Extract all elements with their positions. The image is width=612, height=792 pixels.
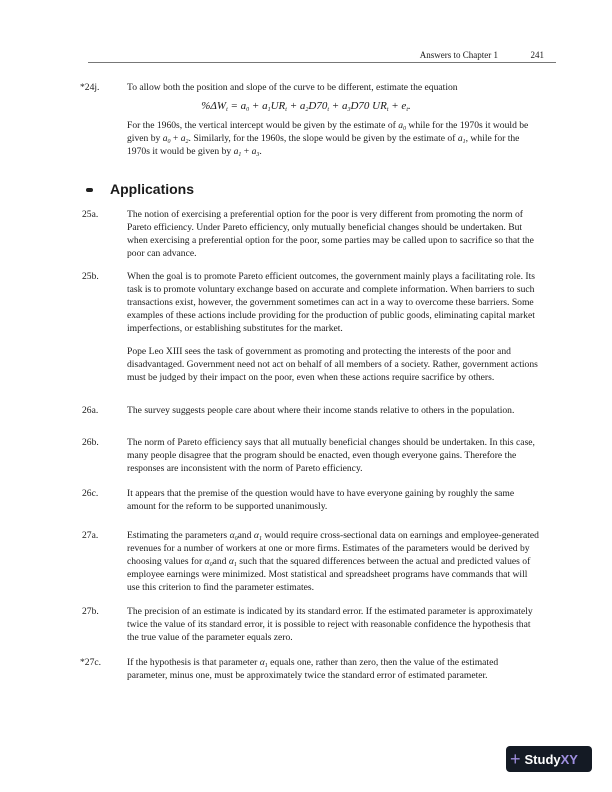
math-symbol: $\alpha_1$ (259, 657, 268, 669)
math-symbol: $D70_t$ (308, 100, 330, 113)
answer-label: *24j. (80, 82, 100, 93)
text-run: such that the squared differences between the actual and predicted values of employee earnings were minimized. Most statistical and spreadsheet programs have commands that will use this criterion to find the parameter estimates. (127, 556, 531, 593)
text-run: and (237, 530, 254, 541)
answer-label: 27b. (82, 606, 99, 617)
text-run: + (170, 133, 181, 144)
text-run: + (388, 100, 402, 112)
math-symbol: $a_0$ (162, 133, 171, 145)
answer-item (80, 656, 540, 682)
text-run: + (286, 100, 300, 112)
answer-label: 27a. (82, 530, 99, 541)
math-symbol: $a_2$ (299, 100, 309, 113)
answer-label: 25a. (82, 209, 99, 220)
page-number: 241 (530, 50, 544, 60)
text-run: The norm of Pareto efficiency says that all mutually beneficial changes should be undertaken. In this case, many people disagree that the program should be enacted, even though everyone gains. Therefore the responses are inconsistent with the norm of Pareto efficiency. (127, 437, 535, 474)
answer-label: 25b. (82, 271, 99, 282)
regression-equation (0, 100, 612, 112)
section-heading (86, 181, 194, 197)
math-symbol: $UR_t$ (270, 100, 287, 113)
answer-paragraph (127, 487, 542, 513)
text-run: The precision of an estimate is indicated by its standard error. If the estimated parameter is approximately twice the value of its standard error, it is possible to reject with reasonable confidence the hypothesis that the true value of the parameter equals zero. (127, 606, 533, 643)
answer-item (82, 487, 542, 513)
answer-item (82, 404, 542, 417)
answer-paragraph (127, 81, 540, 94)
text-run: + (249, 100, 263, 112)
answer-item (82, 119, 542, 158)
math-symbol: $a_1$ (233, 146, 242, 158)
answer-item (82, 270, 542, 384)
studyxy-logo (506, 746, 592, 772)
text-run: while for the 1970s it would be given by (127, 120, 529, 144)
text-run: For the 1960s, the vertical intercept would be given by the estimate of (127, 120, 399, 131)
plus-icon: + (510, 748, 521, 769)
answer-paragraph (127, 529, 542, 594)
text-run: equals one, rather than zero, then the value of the estimated parameter, minus one, must be approximately twice the standard error of estimated parameter. (127, 657, 499, 681)
text-run: would require cross-sectional data on earnings and employee-generated revenues for a number of workers at one or more firms. Estimates of the parameters would be derived by choosing values for (127, 530, 539, 567)
answer-paragraph (127, 605, 542, 644)
math-symbol: $e_t$ (401, 100, 408, 113)
text-run: It appears that the premise of the question would have to have everyone gaining by roughly the same amount for the reform to be supported unanimously. (127, 488, 515, 512)
running-header (88, 50, 556, 63)
answer-paragraph (127, 436, 542, 475)
answer-item (82, 605, 542, 644)
section-heading-text: Applications (110, 181, 195, 197)
math-symbol: $a_3$ (341, 100, 351, 113)
math-symbol: $a_1$ (262, 100, 271, 113)
answer-label: *27c. (80, 657, 102, 668)
text-run: To allow both the position and slope of the curve to be different, estimate the equation (127, 82, 458, 93)
math-symbol: $a_2$ (180, 133, 189, 145)
answer-label: 26c. (82, 488, 99, 499)
math-symbol: $W_t$ (216, 100, 228, 113)
text-run: The survey suggests people care about where their income stands relative to others in the population. (127, 405, 515, 416)
text-run: Estimating the parameters (127, 530, 230, 541)
math-symbol: D70 $UR_t$ (350, 100, 389, 113)
answer-label: 26a. (82, 405, 99, 416)
answer-item (82, 208, 542, 260)
math-symbol: $a_3$ (251, 146, 260, 158)
bullet-icon (86, 188, 93, 192)
math-symbol: $a_0$ (240, 100, 250, 113)
logo-brand: Study (524, 751, 561, 767)
text-run: When the goal is to promote Pareto efficient outcomes, the government mainly plays a facilitating role. Its task is to promote voluntary exchange based on accurate and complete information. When barriers to such transactions exist, however, the government sometimes can act in a way to overcome these barriers. Some examples of these actions include providing for the production of public goods, eliminating capital market imperfections, or establishing substitutes for the market. (127, 271, 535, 334)
text-run: + (241, 146, 252, 157)
math-symbol: $\alpha_0$ (204, 556, 213, 568)
answer-item (80, 81, 540, 94)
math-symbol: $a_0$ (398, 120, 407, 132)
math-symbol: $a_1$ (457, 133, 466, 145)
answer-item (82, 436, 542, 475)
text-run: . (259, 146, 262, 157)
math-symbol: $\alpha_0$ (229, 530, 238, 542)
answer-paragraph (127, 208, 542, 260)
text-run: and (212, 556, 229, 567)
text-run: If the hypothesis is that parameter (127, 657, 260, 668)
text-run: . (407, 100, 411, 112)
answer-paragraph (127, 404, 542, 417)
text-run: , while for the 1970s it would be given by (127, 133, 520, 157)
math-symbol: $\alpha_1$ (253, 530, 262, 542)
text-run: The notion of exercising a preferential option for the poor is very different from promoting the norm of Pareto efficiency. Under Pareto efficiency, only mutually beneficial changes should be undertaken. But when exercising a preferential option for the poor, some parties may be called upon to sacrifice so that the poor can advance. (127, 209, 534, 259)
text-run: %Δ (201, 100, 217, 112)
answer-paragraph (127, 345, 542, 384)
text-run: + (329, 100, 342, 112)
text-run: . Similarly, for the 1960s, the slope would be given by the estimate of (188, 133, 458, 144)
chapter-title: Answers to Chapter 1 (419, 50, 498, 60)
math-symbol: $\alpha_1$ (228, 556, 237, 568)
answer-label: 26b. (82, 437, 99, 448)
answer-item (82, 529, 542, 594)
answer-paragraph (127, 656, 540, 682)
text-run: Pope Leo XIII sees the task of government as promoting and protecting the interests of the poor and disadvantaged. Government need not act on behalf of all members of a society. Rather, government actions must be judged by their impact on the poor, even when these actions require sacrifice by others. (127, 346, 538, 383)
text-run: = (227, 100, 241, 112)
answer-paragraph (127, 119, 542, 158)
logo-accent: XY (560, 751, 578, 767)
answer-paragraph (127, 270, 542, 335)
